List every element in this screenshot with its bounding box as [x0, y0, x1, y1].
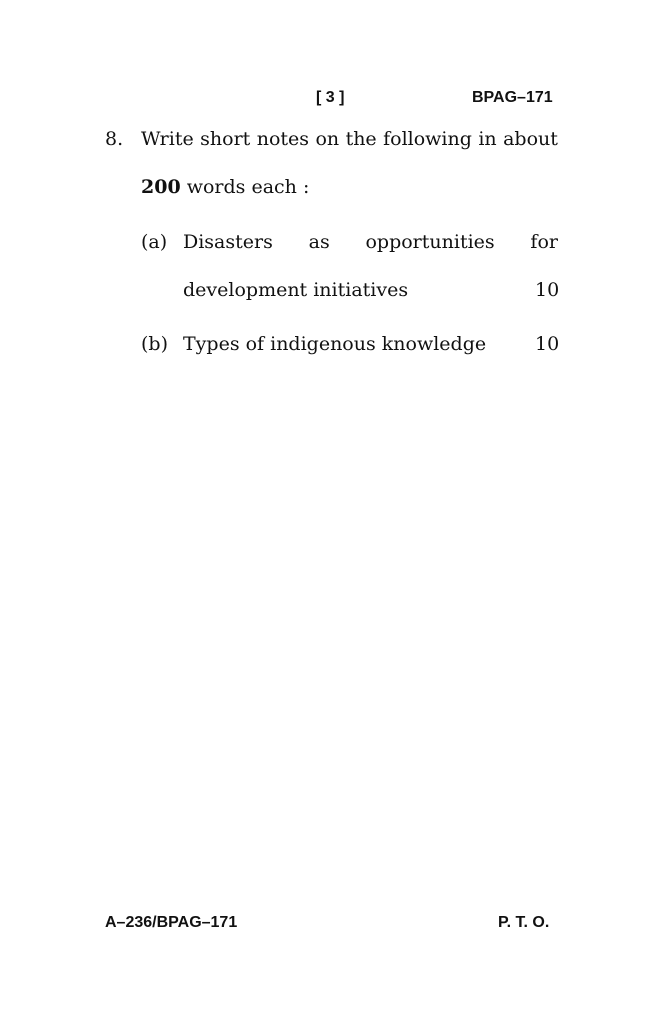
question-text-line1 — [141, 128, 558, 150]
part-a-word: Disasters — [183, 231, 273, 253]
part-b-marks: 10 — [535, 333, 560, 355]
question-number: 8. — [105, 128, 124, 150]
question-word: about — [503, 128, 558, 150]
question-word: on — [315, 128, 340, 150]
question-text-line2 — [141, 176, 309, 198]
paper-code-header: BPAG–171 — [472, 89, 553, 106]
question-word: Write — [141, 128, 194, 150]
footer-pto: P. T. O. — [498, 914, 550, 931]
part-a-text-line1 — [183, 231, 558, 253]
page-number: [ 3 ] — [316, 89, 345, 106]
part-a-word: as — [308, 231, 330, 253]
question-word: short — [200, 128, 251, 150]
question-word: following — [383, 128, 472, 150]
part-a-text-line2: development initiatives — [183, 279, 409, 301]
part-a-word: opportunities — [365, 231, 495, 253]
part-b-text: Types of indigenous knowledge — [183, 333, 487, 355]
question-word: the — [345, 128, 377, 150]
part-a-label: (a) — [141, 231, 168, 253]
word-limit: 200 — [141, 176, 181, 198]
question-word: in — [478, 128, 497, 150]
question-text-rest: words each : — [180, 176, 310, 198]
part-a-marks: 10 — [535, 279, 560, 301]
part-a-word: for — [530, 231, 558, 253]
footer-paper-code: A–236/BPAG–171 — [105, 914, 238, 931]
part-b-label: (b) — [141, 333, 168, 355]
question-word: notes — [256, 128, 310, 150]
